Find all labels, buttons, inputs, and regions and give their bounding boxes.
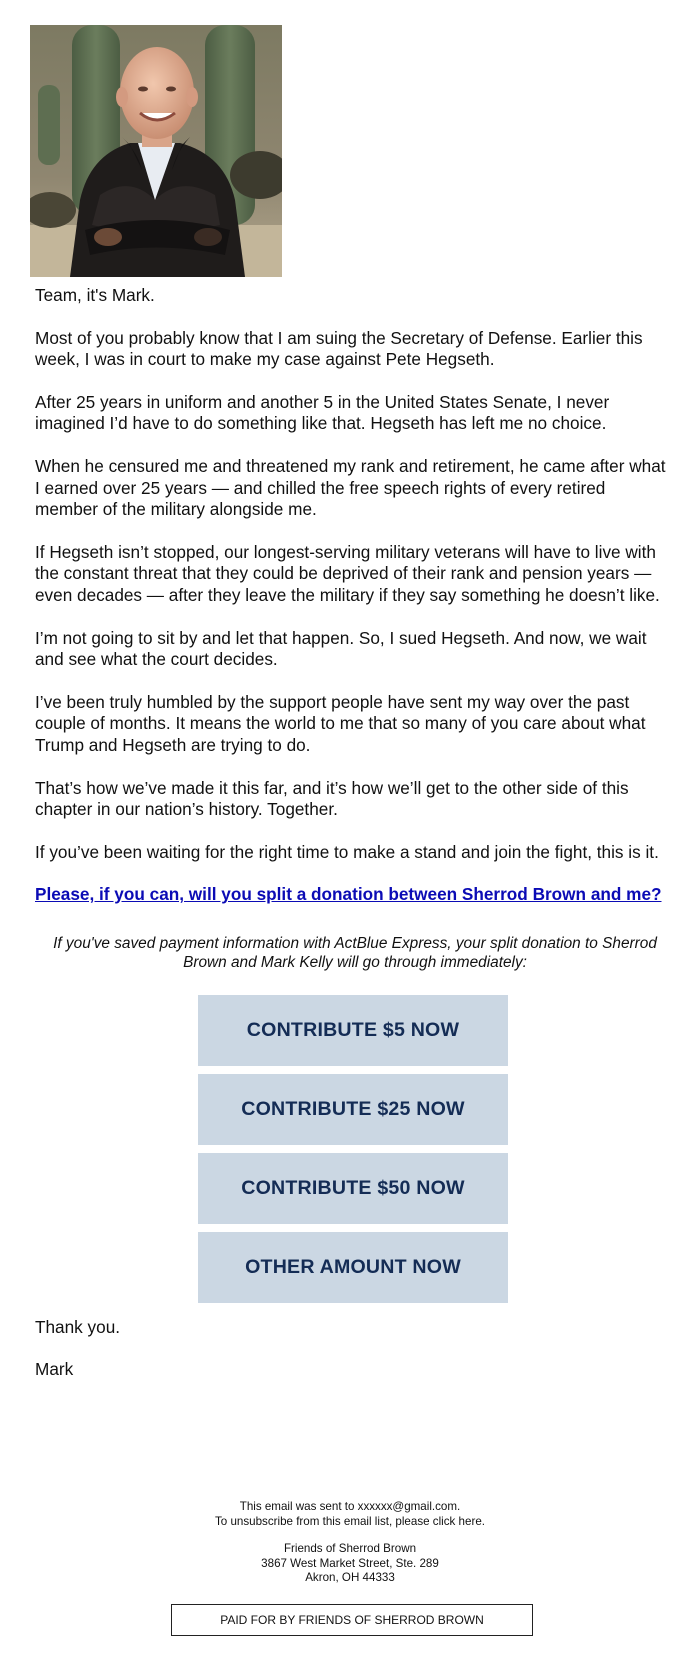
mailing-address [0,1542,700,1586]
portrait-image [30,25,282,277]
paid-for-disclaimer: PAID FOR BY FRIENDS OF SHERROD BROWN [171,1604,533,1636]
greeting: Team, it's Mark. [35,285,155,305]
actblue-express-note: If you've saved payment information with ActBlue Express, your split donation to Sherrod Brown and Mark Kelly will go through immediately: [53,934,657,972]
street-address: 3867 West Market Street, Ste. 289 [261,1556,439,1570]
signature: Mark [35,1359,74,1380]
paragraph: I’ve been truly humbled by the support people have sent my way over the past couple of months. It means the world to me that so many of you care about what Trump and Hegseth are trying to do. [35,691,646,755]
unsubscribe-link[interactable]: To unsubscribe from this email list, please click here. [215,1514,485,1528]
paragraph: That’s how we’ve made it this far, and it’s how we’ll get to the other side of this chapter in our nation’s history. Together. [35,777,629,820]
paragraph: When he censured me and threatened my rank and retirement, he came after what I earned over 25 years — and chilled the free speech rights of every retired member of the military alongside me. [35,455,666,520]
paragraph: I’m not going to sit by and let that happen. So, I sued Hegseth. And now, we wait and see what the court decides. [35,627,647,670]
contribute-5-button[interactable]: CONTRIBUTE $5 NOW [198,995,508,1066]
paragraph: If you’ve been waiting for the right time to make a stand and join the fight, this is it. [35,841,659,862]
city-state-zip: Akron, OH 44333 [305,1571,395,1584]
signoff [35,1317,670,1381]
paragraph: If Hegseth isn’t stopped, our longest-serving military veterans will have to live with the constant threat that they could be deprived of their rank and pension years — even decades — after they leave the military if they say something he doesn’t like. [35,541,660,605]
sent-to-text: This email was sent to xxxxxx@gmail.com. [239,1500,461,1513]
paragraph: After 25 years in uniform and another 5 in the United States Senate, I never imagined I’d have to do something like that. Hegseth has left me no choice. [35,391,610,434]
message-body [35,285,670,1402]
paragraph: Most of you probably know that I am suing the Secretary of Defense. Earlier this week, I was in court to make my case against Pete Hegseth. [35,327,643,370]
split-donation-link[interactable]: Please, if you can, will you split a donation between Sherrod Brown and me? [35,884,662,905]
closing: Thank you. [35,1316,121,1337]
other-amount-button[interactable]: OTHER AMOUNT NOW [198,1232,508,1303]
org-name: Friends of Sherrod Brown [283,1542,417,1555]
email-footer [0,1500,700,1586]
contribute-50-button[interactable]: CONTRIBUTE $50 NOW [198,1153,508,1224]
contribute-buttons [35,995,670,1303]
sender-photo [30,25,282,277]
contribute-25-button[interactable]: CONTRIBUTE $25 NOW [198,1074,508,1145]
